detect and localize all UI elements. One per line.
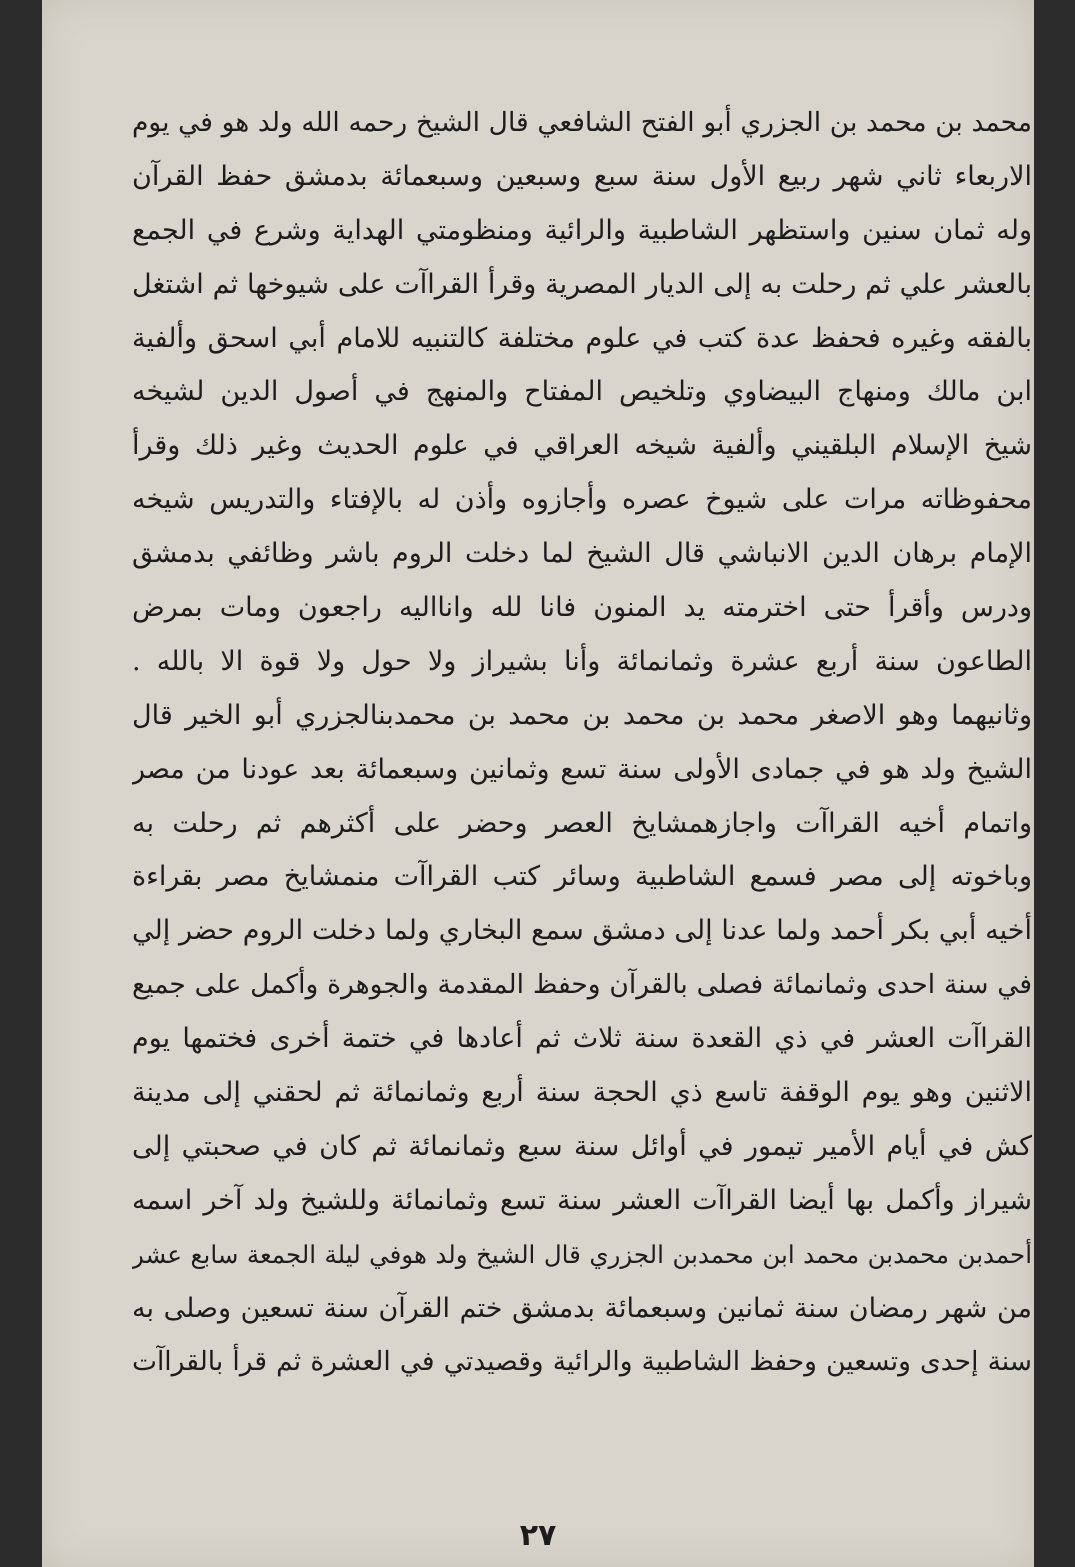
body-text [132, 96, 1032, 1389]
text-line: شيخ الإسلام البلقيني وألفية شيخه العراقي في علوم الحديث وغير ذلك وقرأ [132, 430, 1032, 462]
text-line: الاربعاء ثاني شهر ربيع الأول سنة سبع وسبعين وسبعمائة بدمشق حفظ القرآن [132, 160, 1032, 192]
page-number: ٢٧ [519, 1518, 557, 1553]
text-line: بالعشر علي ثم رحلت به إلى الديار المصرية وقرأ القراآت على شيوخها ثم اشتغل [132, 268, 1032, 300]
text-line: محمد بن محمد بن الجزري أبو الفتح الشافعي قال الشيخ رحمه الله ولد هو في يوم [132, 107, 1032, 138]
text-line: واتمام أخيه القراآت واجازهمشايخ العصر وحضر على أكثرهم ثم رحلت به [132, 807, 1032, 839]
text-line: شيراز وأكمل بها أيضا القراآت العشر سنة تسع وثمانمائة وللشيخ ولد آخر اسمه [132, 1184, 1032, 1216]
text-line: وله ثمان سنين واستظهر الشاطبية والرائية ومنظومتي الهداية وشرع في الجمع [132, 214, 1032, 246]
text-line: الشيخ ولد هو في جمادى الأولى سنة تسع وثمانين وسبعمائة بعد عودنا من مصر [132, 753, 1032, 785]
text-line: وباخوته إلى مصر فسمع الشاطبية وسائر كتب القراآت منمشايخ مصر بقراءة [132, 861, 1032, 893]
text-line: القراآت العشر في ذي القعدة سنة ثلاث ثم أعادها في ختمة أخرى فختمها يوم [132, 1023, 1032, 1055]
text-line: ابن مالك ومنهاج البيضاوي وتلخيص المفتاح والمنهج في أصول الدين لشيخه [132, 376, 1032, 408]
text-line: الطاعون سنة أربع عشرة وثمانمائة وأنا بشيراز ولا حول ولا قوة الا بالله . [132, 645, 1032, 677]
text-line: الإمام برهان الدين الانباشي قال الشيخ لما دخلت الروم باشر وظائفي بدمشق [132, 538, 1032, 570]
text-line: أخيه أبي بكر أحمد ولما عدنا إلى دمشق سمع البخاري ولما دخلت الروم حضر إلي [132, 915, 1032, 947]
text-line: وثانيهما وهو الاصغر محمد بن محمد بن محمد بن محمدبنالجزري أبو الخير قال [132, 699, 1032, 731]
text-line: محفوظاته مرات على شيوخ عصره وأجازوه وأذن له بالإفتاء والتدريس شيخه [132, 484, 1032, 516]
text-line: ودرس وأقرأ حتى اخترمته يد المنون فانا لله وانااليه راجعون ومات بمرض [132, 592, 1032, 624]
text-line: في سنة احدى وثمانمائة فصلى بالقرآن وحفظ المقدمة والجوهرة وأكمل على جميع [132, 969, 1032, 1001]
text-line: كش في أيام الأمير تيمور في أوائل سنة سبع وثمانمائة ثم كان في صحبتي إلى [132, 1130, 1032, 1162]
text-line: من شهر رمضان سنة ثمانين وسبعمائة بدمشق ختم القرآن سنة تسعين وصلى به [132, 1292, 1032, 1324]
book-page [42, 0, 1034, 1567]
text-line: أحمدبن محمدبن محمد ابن محمدبن الجزري قال الشيخ ولد هوفي ليلة الجمعة سابع عشر [132, 1239, 1032, 1269]
text-line: سنة إحدى وتسعين وحفظ الشاطبية والرائية وقصيدتي في العشرة ثم قرأ بالقراآت [132, 1346, 1032, 1378]
text-line: الاثنين وهو يوم الوقفة تاسع ذي الحجة سنة أربع وثمانمائة ثم لحقني إلى مدينة [132, 1077, 1032, 1109]
text-line: بالفقه وغيره فحفظ عدة كتب في علوم مختلفة كالتنبيه للامام أبي اسحق وألفية [132, 322, 1032, 354]
